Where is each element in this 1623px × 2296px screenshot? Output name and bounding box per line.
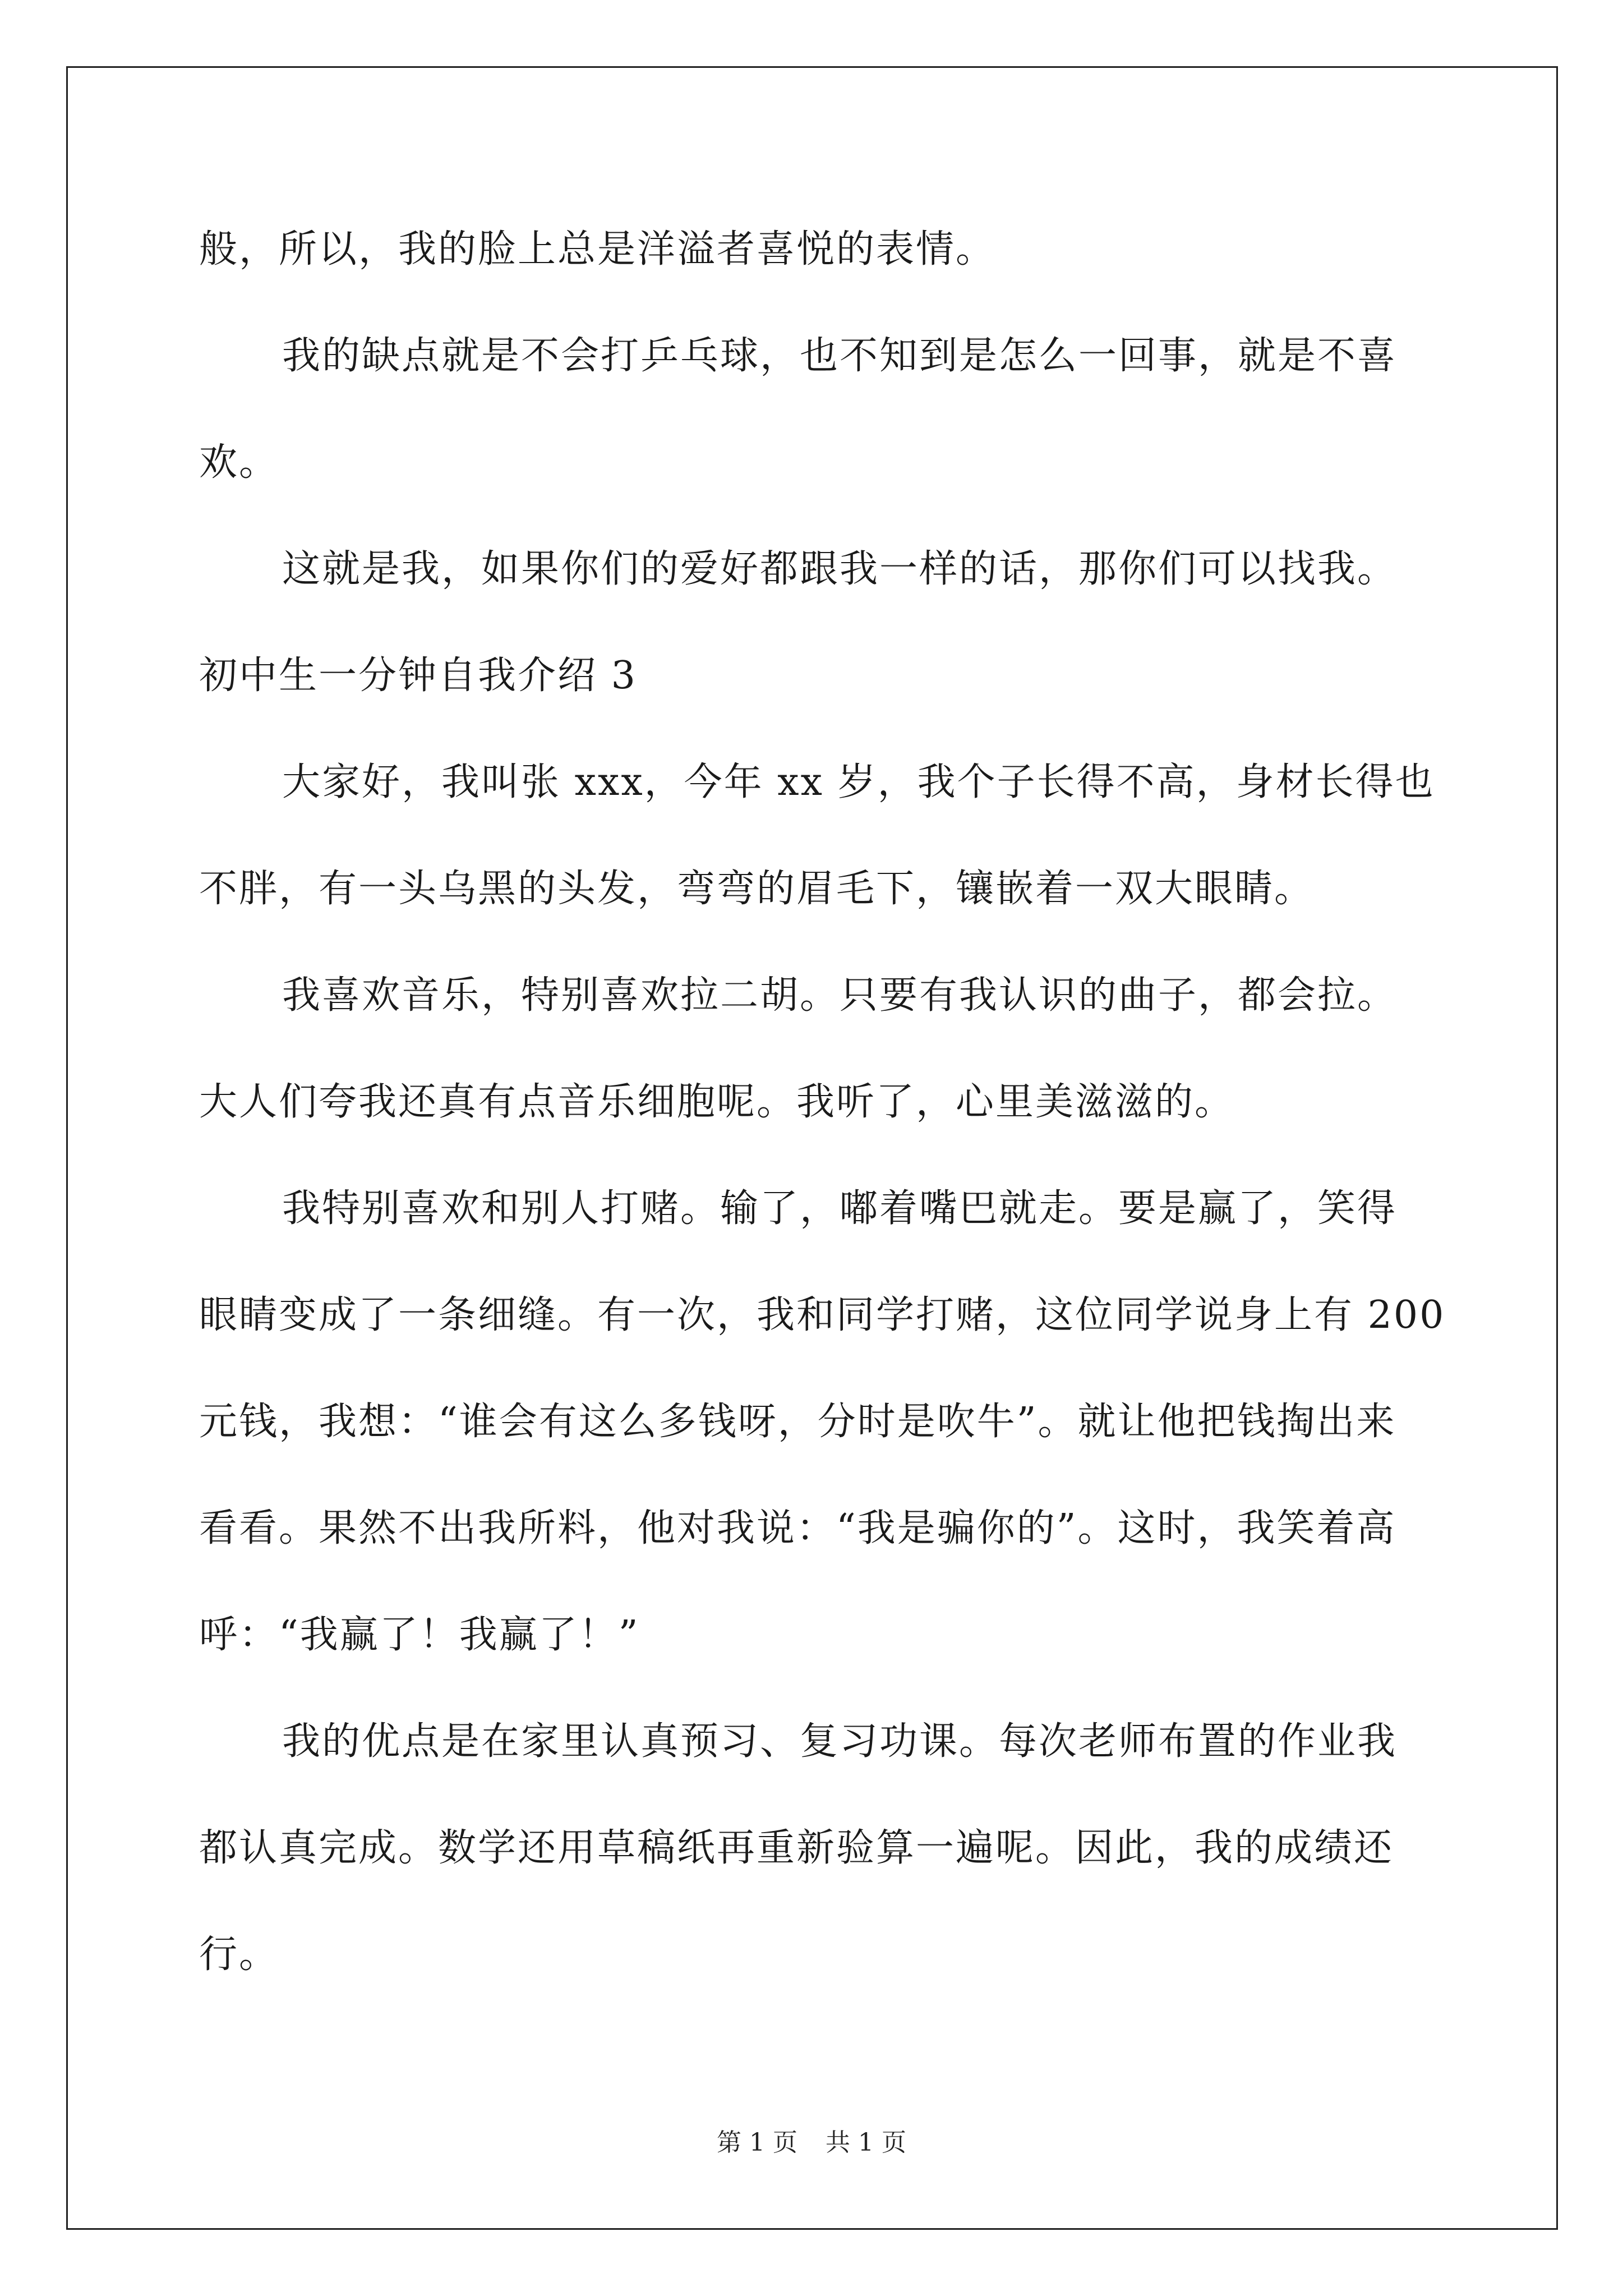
text-line: 大人们夸我还真有点音乐细胞呢。我听了，心里美滋滋的。 — [199, 1080, 1235, 1124]
paragraph-start: 大家好，我叫张 xxx，今年 xx 岁，我个子长得不高，身材长得也 — [282, 760, 1435, 804]
paragraph-start: 这就是我，如果你们的爱好都跟我一样的话，那你们可以找我。 — [282, 547, 1398, 591]
paragraph-start: 我特别喜欢和别人打赌。输了，嘟着嘴巴就走。要是赢了，笑得 — [282, 1186, 1398, 1231]
paragraph-start: 我喜欢音乐，特别喜欢拉二胡。只要有我认识的曲子，都会拉。 — [282, 973, 1398, 1018]
section-heading: 初中生一分钟自我介绍 3 — [199, 654, 637, 698]
page-footer — [0, 2126, 1623, 2160]
text-line: 行。 — [199, 1932, 279, 1977]
text-line: 眼睛变成了一条细缝。有一次，我和同学打赌，这位同学说身上有 200 — [199, 1293, 1446, 1337]
document-body — [199, 196, 1446, 2008]
paragraph-start: 我的优点是在家里认真预习、复习功课。每次老师布置的作业我 — [282, 1719, 1398, 1764]
text-line: 都认真完成。数学还用草稿纸再重新验算一遍呢。因此，我的成绩还 — [199, 1826, 1394, 1870]
text-line: 看看。果然不出我所料，他对我说：“我是骗你的”。这时，我笑着高 — [199, 1506, 1396, 1550]
text-line: 欢。 — [199, 440, 279, 485]
page-total: 共 1 页 — [826, 2128, 906, 2157]
paragraph-start: 我的缺点就是不会打乒乓球，也不知到是怎么一回事，就是不喜 — [282, 334, 1398, 378]
text-line: 不胖，有一头乌黑的头发，弯弯的眉毛下，镶嵌着一双大眼睛。 — [199, 867, 1315, 911]
page-number: 第 1 页 — [717, 2128, 797, 2157]
text-line: 元钱，我想：“谁会有这么多钱呀，分时是吹牛”。就让他把钱掏出来 — [199, 1400, 1396, 1444]
text-line: 般，所以，我的脸上总是洋溢者喜悦的表情。 — [199, 227, 996, 272]
text-line: 呼：“我赢了！我赢了！” — [199, 1613, 640, 1657]
